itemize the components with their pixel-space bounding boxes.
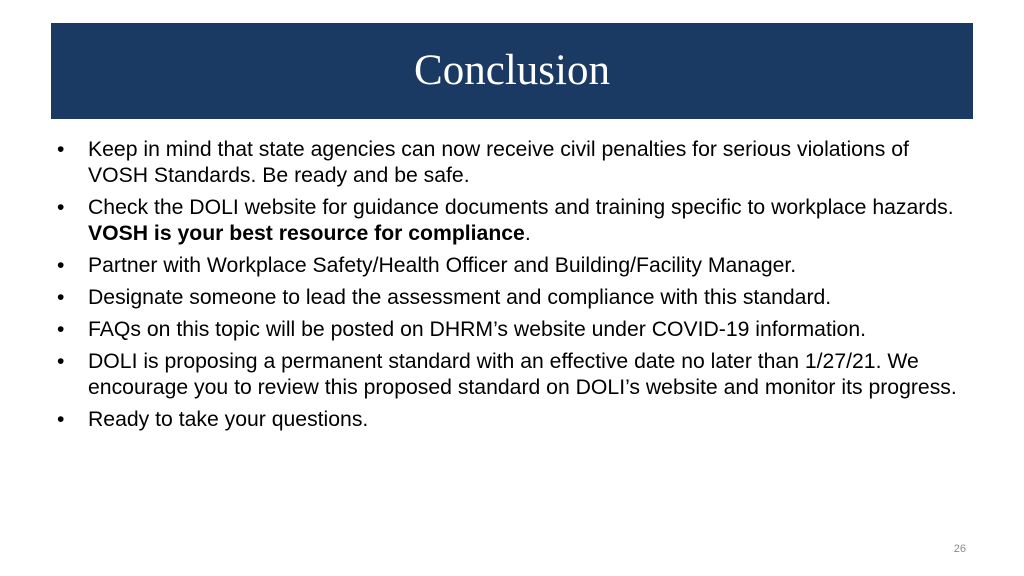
bullet-text: Partner with Workplace Safety/Health Officer and Building/Facility Manager. (88, 254, 797, 277)
title-bar (51, 23, 973, 119)
bullet-icon: • (57, 408, 65, 431)
bullet-text: Keep in mind that state agencies can now receive civil penalties for serious violations of VOSH Standards. Be ready and be safe. (88, 138, 909, 187)
bullet-item-5 (52, 317, 972, 343)
bullet-text-part: Check the DOLI website for guidance documents and training specific to workplace hazards. (88, 196, 954, 219)
bullet-bold-emphasis: VOSH is your best resource for compliance (88, 222, 525, 245)
bullet-list (52, 137, 972, 439)
bullet-item-7 (52, 407, 972, 433)
bullet-item-1 (52, 137, 972, 189)
bullet-text: FAQs on this topic will be posted on DHRM’s website under COVID-19 information. (88, 318, 866, 341)
bullet-text: Ready to take your questions. (88, 408, 369, 431)
bullet-text: Designate someone to lead the assessment and compliance with this standard. (88, 286, 832, 309)
bullet-icon: • (57, 350, 65, 373)
bullet-item-6 (52, 349, 972, 401)
bullet-text: DOLI is proposing a permanent standard with an effective date no later than 1/27/21. We encourage you to review this proposed standard on DOLI’s website and monitor its progress. (88, 350, 957, 399)
bullet-icon: • (57, 254, 65, 277)
bullet-text (88, 195, 972, 247)
bullet-item-4 (52, 285, 972, 311)
bullet-text-part: . (524, 222, 531, 245)
bullet-icon: • (57, 318, 65, 341)
slide-title: Conclusion (414, 46, 610, 94)
bullet-item-3 (52, 253, 972, 279)
bullet-icon: • (57, 196, 65, 219)
page-number: 26 (953, 543, 966, 555)
bullet-item-2 (52, 195, 972, 247)
bullet-icon: • (57, 286, 65, 309)
bullet-icon: • (57, 138, 65, 161)
